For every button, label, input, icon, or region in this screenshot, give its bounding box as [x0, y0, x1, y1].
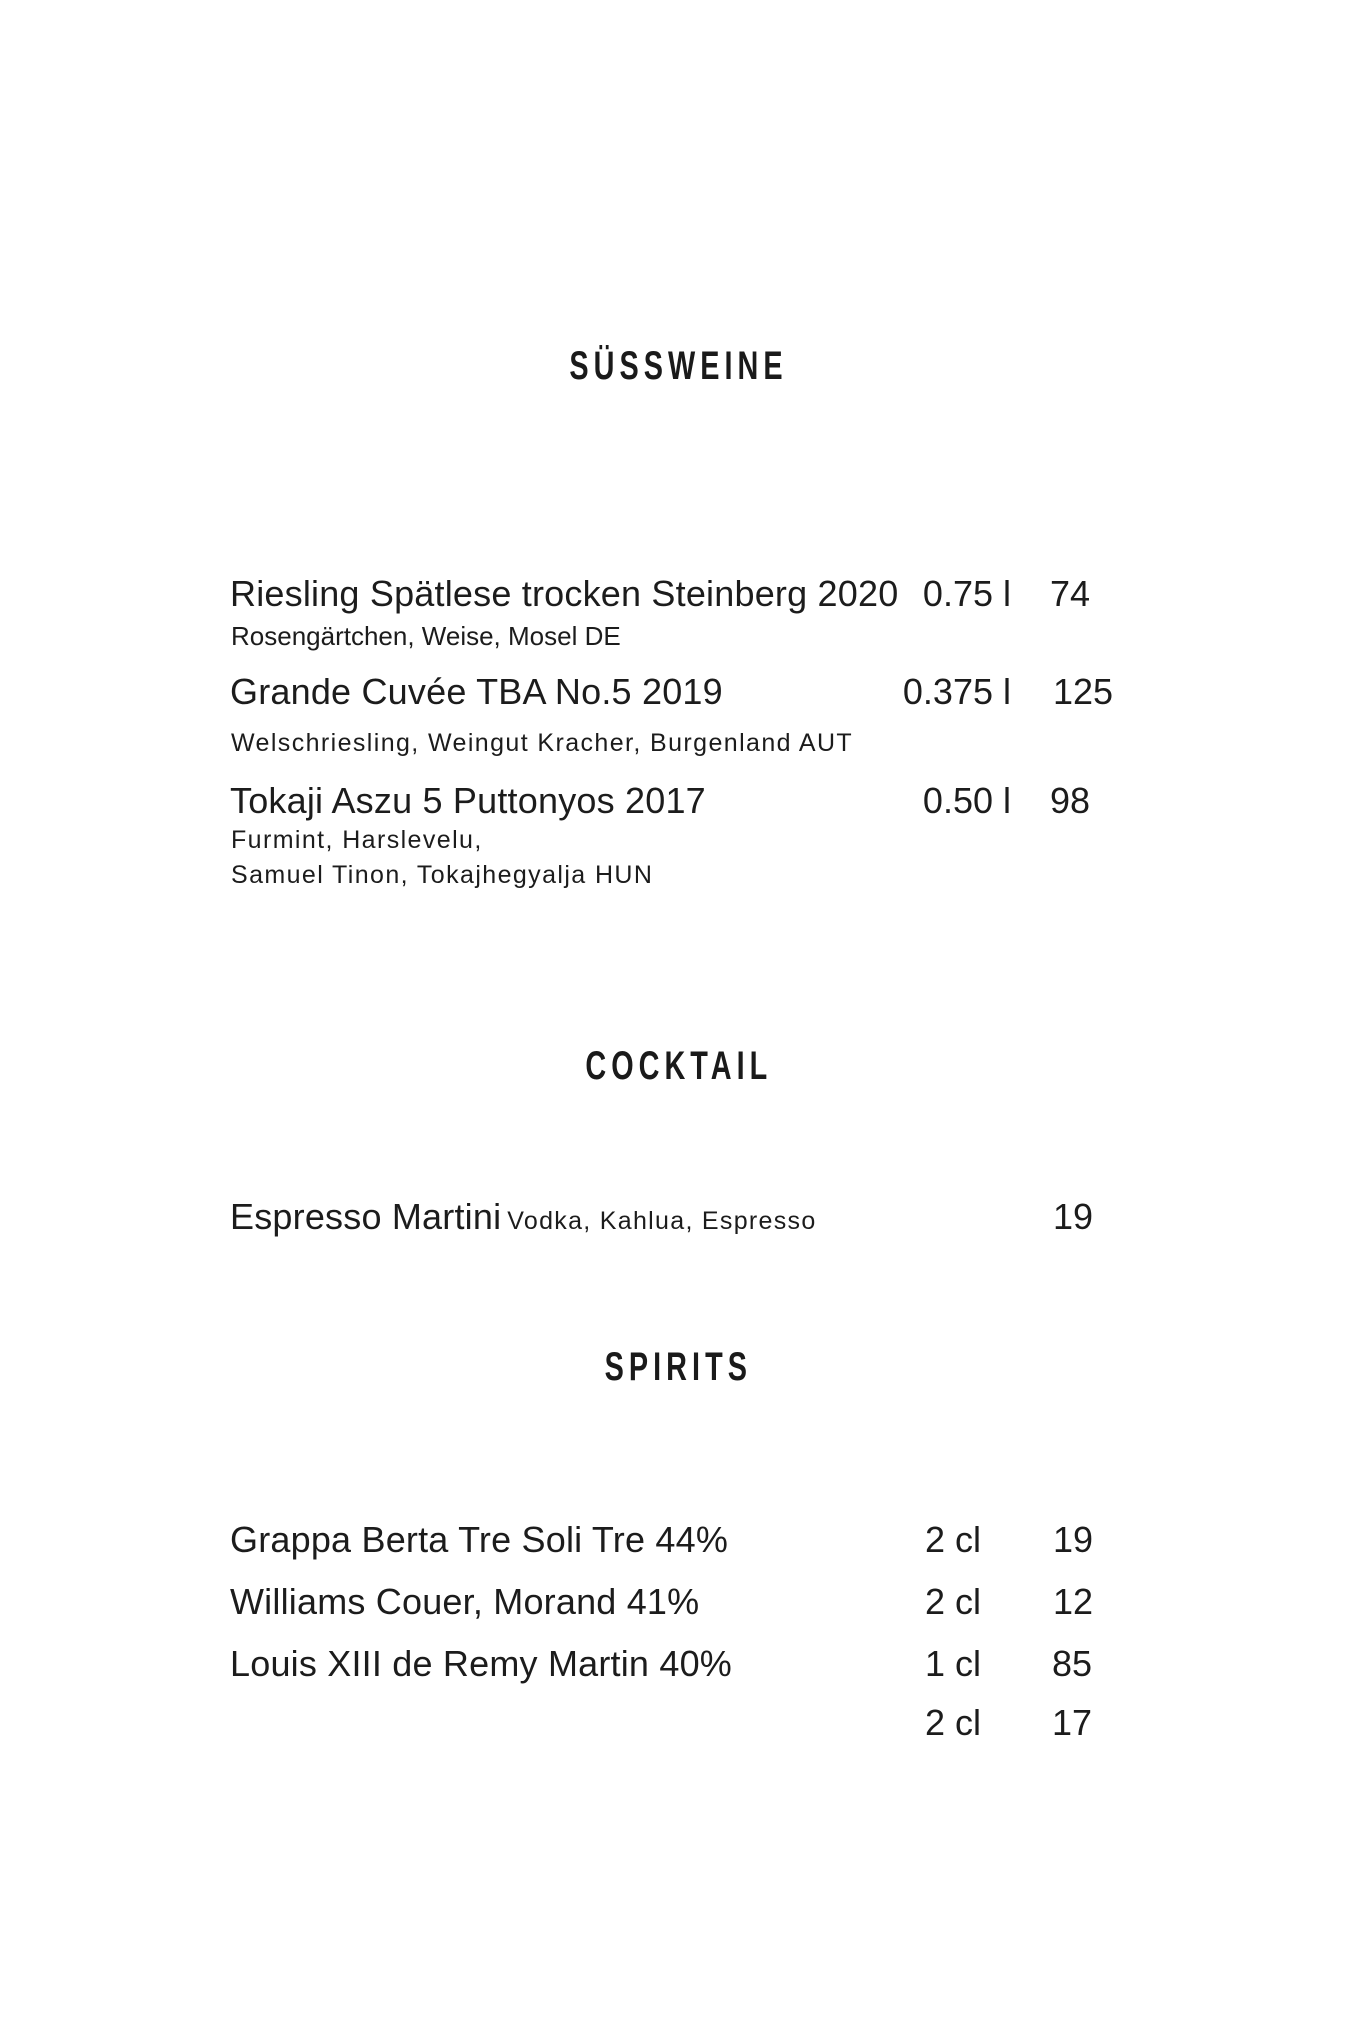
section-title: COCKTAIL [585, 1044, 772, 1088]
item-name: Riesling Spätlese trocken Steinberg 2020 [230, 573, 899, 614]
item-price: 74 [1050, 573, 1091, 614]
item-detail: Samuel Tinon, Tokajhegyalja HUN [231, 861, 654, 889]
item-price: 125 [1053, 671, 1114, 712]
item-price: 19 [1053, 1519, 1094, 1560]
item-volume: 2 cl [925, 1519, 982, 1560]
section-title: SPIRITS [604, 1345, 753, 1389]
section-heading-suessweine [0, 344, 1357, 388]
item-price: 85 [1052, 1643, 1093, 1684]
item-detail: Furmint, Harslevelu, [231, 826, 483, 854]
item-volume: 2 cl [925, 1702, 982, 1743]
item-name: Williams Couer, Morand 41% [230, 1581, 700, 1622]
item-volume: 0.50 l [922, 780, 1011, 821]
item-price: 19 [1053, 1196, 1094, 1237]
item-detail: Rosengärtchen, Weise, Mosel DE [231, 621, 621, 651]
section-heading-spirits [0, 1345, 1357, 1389]
item-volume: 0.75 l [922, 573, 1011, 614]
item-price: 98 [1050, 780, 1091, 821]
section-heading-cocktail [0, 1044, 1357, 1088]
item-price: 17 [1052, 1702, 1093, 1743]
item-price: 12 [1053, 1581, 1094, 1622]
item-name: Grande Cuvée TBA No.5 2019 [230, 671, 723, 712]
item-description: Vodka, Kahlua, Espresso [507, 1207, 817, 1235]
item-name: Grappa Berta Tre Soli Tre 44% [230, 1519, 729, 1560]
item-name: Louis XIII de Remy Martin 40% [230, 1643, 733, 1684]
item-detail: Welschriesling, Weingut Kracher, Burgenland AUT [231, 729, 854, 757]
section-title: SÜSSWEINE [569, 344, 788, 388]
item-name: Espresso Martini [230, 1196, 502, 1237]
item-name: Tokaji Aszu 5 Puttonyos 2017 [230, 780, 706, 821]
item-volume: 1 cl [925, 1643, 982, 1684]
item-volume: 2 cl [925, 1581, 982, 1622]
item-volume: 0.375 l [902, 671, 1011, 712]
item-name-line [230, 1196, 817, 1239]
